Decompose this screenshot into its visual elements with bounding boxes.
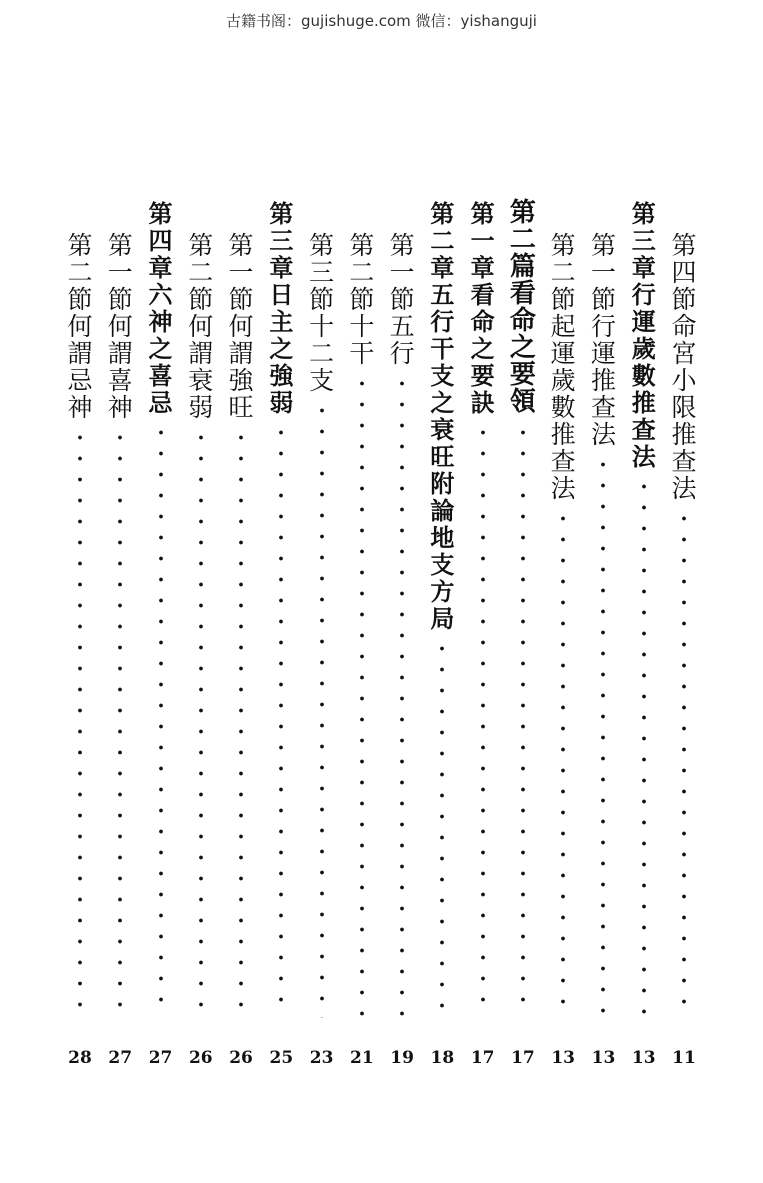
toc-entry[interactable] (223, 200, 259, 1090)
entry-text: 第一節 行運推查法 (590, 231, 616, 449)
page-number: 27 (108, 1048, 133, 1068)
page-number: 17 (470, 1048, 495, 1068)
toc-entry[interactable] (344, 200, 380, 1090)
page-number: 13 (591, 1048, 616, 1068)
page-number: 17 (511, 1048, 535, 1068)
page-number: 28 (68, 1048, 92, 1068)
toc-entry[interactable] (545, 200, 581, 1090)
page-number: 11 (672, 1048, 696, 1068)
page-number: 19 (390, 1048, 414, 1068)
dot-leader (519, 422, 527, 1018)
watermark: 古籍书阁：gujishuge.com 微信：yishanguji (226, 12, 537, 30)
dot-leader (157, 422, 165, 1018)
page-number: 25 (269, 1048, 294, 1068)
dot-leader (680, 508, 688, 1018)
toc-entry[interactable] (424, 199, 479, 1090)
page-number: 27 (148, 1048, 173, 1068)
dot-leader (358, 373, 366, 1018)
entry-text: 第一節 何謂喜神 (107, 231, 133, 422)
page-number: 26 (229, 1048, 253, 1068)
toc-entry[interactable] (384, 200, 420, 1090)
toc-entry[interactable] (585, 200, 621, 1090)
toc-entry[interactable] (102, 200, 138, 1090)
page-number: 21 (350, 1048, 374, 1068)
toc-entry[interactable] (666, 200, 702, 1090)
dot-leader (398, 373, 406, 1018)
entry-text: 第三章 行運歲數推查法 (631, 199, 656, 471)
entry-text: 第二章 五行干支之衰旺 附論地支方局 (430, 199, 479, 633)
dot-leader (599, 454, 607, 1018)
toc-entry[interactable] (465, 200, 501, 1090)
dot-leader (559, 508, 567, 1018)
toc-entry[interactable] (626, 200, 662, 1090)
entry-text: 第一節 五行 (389, 231, 415, 368)
entry-text: 第二節 何謂衰弱 (188, 231, 214, 422)
entry-text: 第三章 日主之強弱 (269, 199, 294, 417)
toc-entry[interactable] (505, 200, 541, 1090)
page-number: 26 (188, 1048, 213, 1068)
entry-text: 第四節 命宮小限推查法 (671, 231, 697, 503)
entry-text: 第二節 十干 (349, 231, 375, 368)
toc-entry[interactable] (183, 200, 219, 1090)
page-number: 13 (631, 1048, 656, 1068)
dot-leader (277, 422, 285, 1018)
dot-leader (318, 400, 326, 1018)
dot-leader (76, 427, 84, 1018)
entry-text: 第一章 看命之要訣 (470, 199, 495, 417)
dot-leader (237, 427, 245, 1018)
dot-leader (640, 476, 648, 1018)
dot-leader (479, 422, 487, 1018)
entry-text: 第三節 十二支 (309, 231, 335, 395)
entry-text: 第四章 六神之喜忌 (148, 199, 173, 417)
dot-leader (197, 427, 205, 1018)
toc-entry[interactable] (62, 200, 98, 1090)
entry-text: 第二節 起運歲數推查法 (550, 231, 576, 503)
dot-leader (116, 427, 124, 1018)
toc-entry[interactable] (143, 200, 179, 1090)
entry-text: 第一節 何謂強旺 (228, 231, 254, 422)
page-number: 18 (430, 1048, 455, 1068)
entry-text: 第二節 何謂忌神 (67, 231, 93, 422)
dot-leader (438, 638, 446, 1018)
entry-text: 第二篇 看命之要領 (509, 198, 536, 417)
page-number: 13 (551, 1048, 576, 1068)
toc-entry[interactable] (263, 200, 299, 1090)
toc-entry[interactable] (304, 200, 340, 1090)
table-of-contents (62, 200, 702, 1090)
page-number: 23 (309, 1048, 334, 1068)
